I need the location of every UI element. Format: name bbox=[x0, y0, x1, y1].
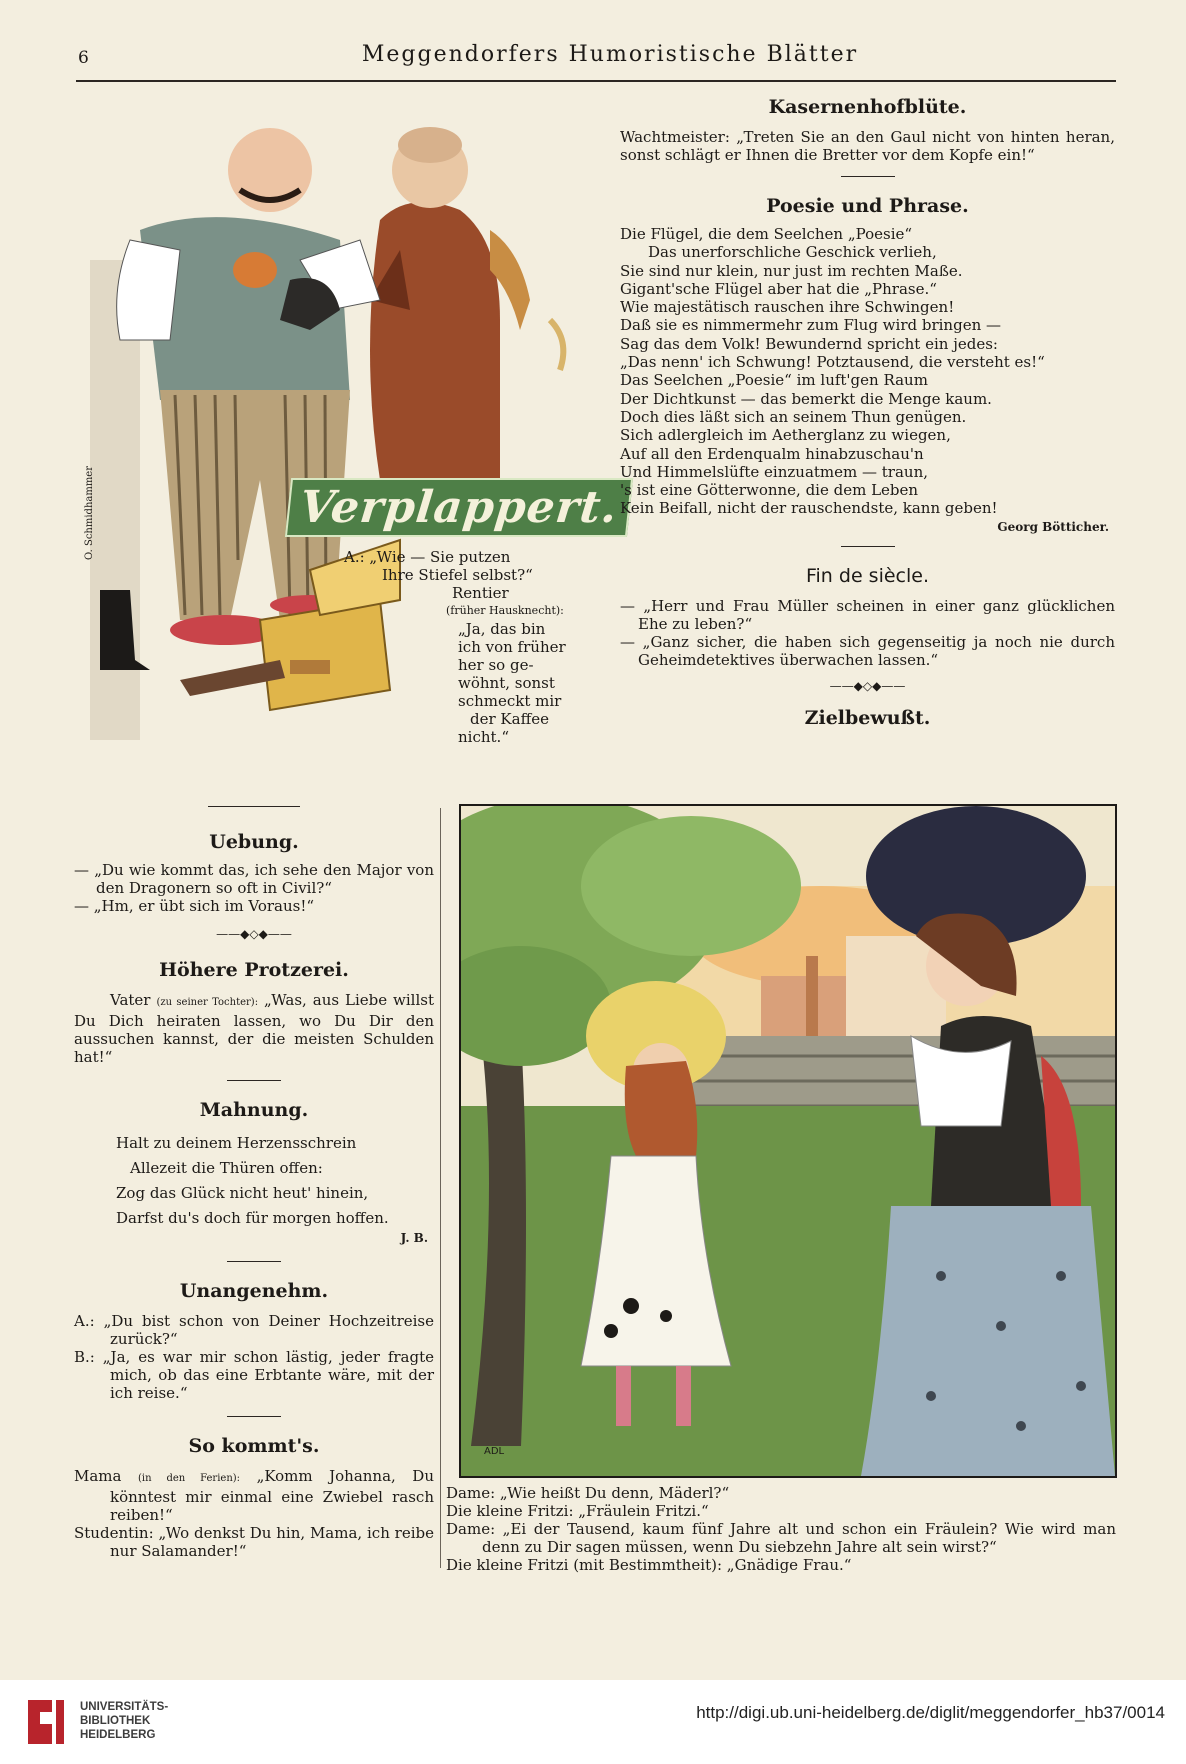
poem-line: 's ist eine Götterwonne, die dem Leben bbox=[620, 481, 919, 500]
source-url[interactable]: http://digi.ub.uni-heidelberg.de/diglit/meggendorfer_hb37/0014 bbox=[696, 1703, 1165, 1722]
library-name-line: UNIVERSITÄTS- bbox=[80, 1701, 169, 1713]
ornament-separator: ——◆◇◆—— bbox=[829, 678, 906, 693]
dialog-line: Die kleine Fritzi: „Fräulein Fritzi.“ bbox=[446, 1502, 709, 1520]
so-kommts-speaker: Mama bbox=[74, 1467, 122, 1485]
library-name bbox=[80, 1700, 168, 1742]
poem-line: Allezeit die Thüren offen: bbox=[130, 1159, 323, 1177]
library-logo-icon bbox=[22, 1694, 70, 1750]
poem-line: Halt zu deinem Herzensschrein bbox=[116, 1134, 357, 1152]
dialog-line: Die kleine Fritzi (mit Bestimmtheit): „Gnädige Frau.“ bbox=[446, 1556, 852, 1574]
mahnung-author: J. B. bbox=[400, 1231, 428, 1245]
right-column-text bbox=[620, 96, 1115, 729]
separator bbox=[841, 546, 895, 547]
protzerei-quote: „Was, aus Liebe willst Du Dich heiraten lassen, wo Du Dir den aussuchen kannst, der die meisten Schulden hat!“ bbox=[74, 991, 435, 1066]
poem-line: Das unerforschliche Geschick verlieh, bbox=[648, 243, 937, 262]
verplappert-title: Verplappert. bbox=[285, 478, 633, 537]
separator bbox=[208, 806, 300, 807]
poem-line: Doch dies läßt sich an seinem Thun genügen. bbox=[620, 407, 967, 426]
magazine-title: Meggendorfers Humoristische Blätter bbox=[361, 42, 859, 67]
caption-line: „Ja, das bin bbox=[458, 620, 546, 638]
fin-de-siecle-line: — „Ganz sicher, die haben sich gegenseitig ja noch nie durch Geheimdetektives überwachen lassen.“ bbox=[620, 632, 1115, 669]
kasernenhofbluete-text: Wachtmeister: „Treten Sie an den Gaul nicht von hinten heran, sonst schlägt er Ihnen die Bretter vor dem Kopfe ein!“ bbox=[620, 128, 1115, 164]
so-kommts-speaker: Studentin: bbox=[74, 1524, 154, 1542]
illustration-signature: O. Schmidhammer bbox=[84, 465, 95, 560]
uebung-title: Uebung. bbox=[209, 831, 299, 853]
poem-line: Der Dichtkunst — das bemerkt die Menge kaum. bbox=[620, 389, 992, 408]
left-column-text bbox=[74, 806, 434, 1560]
caption-line: A.: „Wie — Sie putzen bbox=[344, 548, 511, 566]
poem-line: Sich adlergleich im Aetherglanz zu wiegen, bbox=[620, 426, 951, 445]
caption-line: nicht.“ bbox=[458, 728, 509, 746]
poem-line: Gigant'sche Flügel aber hat die „Phrase.“ bbox=[620, 279, 937, 298]
header-rule bbox=[76, 80, 1116, 82]
zielbewusst-illustration bbox=[459, 804, 1117, 1478]
separator bbox=[841, 176, 895, 177]
column-divider bbox=[440, 808, 441, 1568]
unangenehm-line: B.: „Ja, es war mir schon lästig, jeder fragte mich, ob das eine Erbtante wäre, mit der ich reise.“ bbox=[74, 1348, 434, 1402]
protzerei-aside: (zu seiner Tochter): bbox=[156, 997, 259, 1008]
dialog-line: Dame: „Ei der Tausend, kaum fünf Jahre alt und schon ein Fräulein? Wie wird man denn zu Dir sagen müssen, wenn Du siebzehn Jahre alt sein wirst?“ bbox=[446, 1520, 1116, 1556]
poem-line: Darfst du's doch für morgen hoffen. bbox=[116, 1209, 389, 1227]
library-name-line: BIBLIOTHEK bbox=[80, 1715, 151, 1727]
so-kommts-line bbox=[74, 1467, 434, 1524]
kasernenhofbluete-title: Kasernenhofblüte. bbox=[768, 96, 967, 118]
protzerei-text bbox=[74, 991, 434, 1066]
separator bbox=[227, 1416, 281, 1417]
so-kommts-quote: „Komm Johanna, Du könntest mir einmal eine Zwiebel rasch reiben!“ bbox=[110, 1467, 434, 1524]
caption-line: Rentier bbox=[452, 584, 509, 602]
unangenehm-line: A.: „Du bist schon von Deiner Hochzeitreise zurück?“ bbox=[74, 1312, 434, 1348]
poem-line: Die Flügel, die dem Seelchen „Poesie“ bbox=[620, 225, 913, 243]
poem-line: Sag das dem Volk! Bewundernd spricht ein jedes: bbox=[620, 334, 998, 353]
protzerei-title: Höhere Protzerei. bbox=[159, 959, 349, 981]
fin-de-siecle-line: — „Herr und Frau Müller scheinen in einer ganz glücklichen Ehe zu leben?“ bbox=[620, 596, 1115, 633]
so-kommts-title: So kommt's. bbox=[188, 1435, 320, 1457]
uebung-line: — „Du wie kommt das, ich sehe den Major von den Dragonern so oft in Civil?“ bbox=[74, 861, 434, 897]
caption-line: her so ge- bbox=[458, 656, 534, 674]
fin-de-siecle-title: Fin de siècle. bbox=[805, 564, 930, 587]
dialog-line: Dame: „Wie heißt Du denn, Mäderl?“ bbox=[446, 1484, 730, 1502]
poem-line: Das Seelchen „Poesie“ im luft'gen Raum bbox=[620, 371, 928, 390]
poesie-author: Georg Bötticher. bbox=[997, 519, 1109, 534]
caption-line: wöhnt, sonst bbox=[458, 674, 555, 692]
caption-line: (früher Hausknecht): bbox=[446, 604, 564, 617]
caption-line: Ihre Stiefel selbst?“ bbox=[382, 566, 533, 584]
poem-line: Auf all den Erdenqualm hinabzuschau'n bbox=[620, 444, 924, 463]
mahnung-poem bbox=[74, 1131, 434, 1231]
uebung-line: — „Hm, er übt sich im Voraus!“ bbox=[74, 897, 315, 915]
poem-line: Kein Beifall, nicht der rauschendste, kann geben! bbox=[620, 499, 998, 518]
so-kommts-aside: (in den Ferien): bbox=[137, 1473, 241, 1484]
so-kommts-quote: „Wo denkst Du hin, Mama, ich reibe nur Salamander!“ bbox=[110, 1524, 434, 1560]
page-number: 6 bbox=[78, 48, 89, 68]
poem-line: Und Himmelslüfte einzuatmem — traun, bbox=[620, 462, 929, 481]
zielbewusst-caption bbox=[446, 1484, 1116, 1574]
unangenehm-title: Unangenehm. bbox=[179, 1280, 329, 1302]
caption-line: schmeckt mir bbox=[458, 692, 562, 710]
poem-line: Zog das Glück nicht heut' hinein, bbox=[116, 1184, 369, 1202]
mahnung-title: Mahnung. bbox=[199, 1099, 309, 1121]
library-name-line: HEIDELBERG bbox=[80, 1729, 156, 1741]
caption-line: ich von früher bbox=[458, 638, 566, 656]
poesie-poem bbox=[620, 225, 1115, 518]
poesie-title: Poesie und Phrase. bbox=[766, 195, 969, 217]
poem-line: Wie majestätisch rauschen ihre Schwingen! bbox=[620, 298, 955, 317]
caption-line: der Kaffee bbox=[470, 710, 549, 728]
poem-line: Sie sind nur klein, nur just im rechten Maße. bbox=[620, 261, 963, 280]
verplappert-caption bbox=[344, 548, 569, 746]
so-kommts-line bbox=[74, 1524, 434, 1560]
separator bbox=[227, 1261, 281, 1262]
protzerei-speaker: Vater bbox=[110, 991, 151, 1009]
zielbewusst-artist: ADL bbox=[484, 1446, 505, 1457]
separator bbox=[227, 1080, 281, 1081]
poem-line: „Das nenn' ich Schwung! Potztausend, die versteht es!“ bbox=[620, 353, 1045, 372]
poem-line: Daß sie es nimmermehr zum Flug wird bringen — bbox=[620, 316, 1001, 335]
ornament-separator: ——◆◇◆—— bbox=[216, 927, 292, 941]
zielbewusst-title: Zielbewußt. bbox=[804, 706, 931, 729]
